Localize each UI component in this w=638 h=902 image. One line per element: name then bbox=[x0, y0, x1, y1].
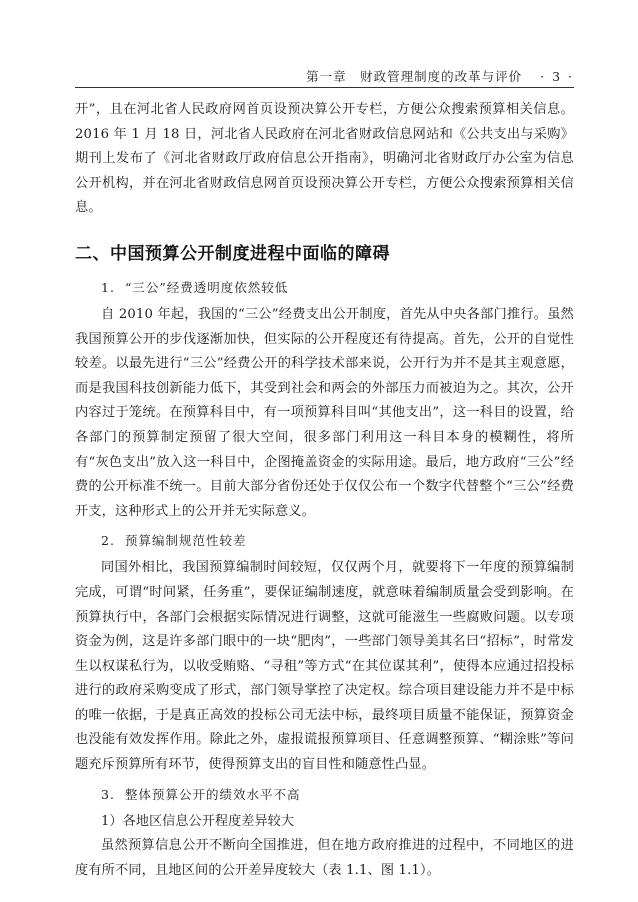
subsection-number: 2. bbox=[101, 533, 115, 549]
chapter-title: 第一章 财政管理制度的改革与评价 bbox=[306, 69, 523, 84]
page-number: · 3 · bbox=[540, 68, 574, 84]
header-rule bbox=[75, 87, 574, 88]
subsection-heading-3 bbox=[101, 783, 574, 807]
paragraph: 自 2010 年起，我国的“三公”经费支出公开制度，首先从中央各部门推行。虽然我国预算公开的步伐逐渐加快，但实际的公开程度还有待提高。首先，公开的自觉性较差。以最先进行“三公”经费公开的科学技术部来说，公开行为并不是其主观意愿，而是我国科技创新能力低下，其受到社会和两会的外部压力而被迫为之。其次，公开内容过于笼统。在预算科目中，有一项预算科目叫“其他支出”，这一科目的设置，给各部门的预算制定预留了很大空间，很多部门利用这一科目本身的模糊性，将所有“灰色支出”放入这一科目中，企图掩盖资金的实际用途。最后，地方政府“三公”经费的公开标准不统一。目前大部分省份还处于仅仅公布一个数字代替整个“三公”经费开支，这种形式上的公开并无实际意义。 bbox=[75, 306, 574, 519]
subsection-title: 预算编制规范性较差 bbox=[124, 533, 247, 549]
page-body bbox=[75, 98, 574, 883]
subsection-number: 1. bbox=[101, 279, 115, 295]
paragraph-continued: 开”，且在河北省人民政府网首页设预决算公开专栏，方便公众搜索预算相关信息。2016 年 1 月 18 日，河北省人民政府在河北省财政信息网站和《公共支出与采购》期刊上发布了《河北省财政厅政府信息公开指南》，明确河北省财政厅办公室为信息公开机构，并在河北省财政信息网首页设预决算公开专栏，方便公众搜索预算相关信息。 bbox=[75, 102, 574, 216]
running-header bbox=[75, 66, 574, 86]
subsection-title: “三公”经费透明度依然较低 bbox=[124, 279, 289, 295]
paragraph: 虽然预算信息公开不断向全国推进，但在地方政府推进的过程中，不同地区的进度有所不同，且地区间的公开差异度较大（表 1.1、图 1.1）。 bbox=[75, 838, 574, 878]
subsection-title: 整体预算公开的绩效水平不高 bbox=[124, 786, 301, 802]
paragraph: 同国外相比，我国预算编制时间较短，仅仅两个月，就要将下一年度的预算编制完成，可谓“时间紧，任务重”，要保证编制速度，就意味着编制质量会受到影响。在预算执行中，各部门会根据实际情况进行调整，这就可能滋生一些腐败问题。以专项资金为例，这是许多部门眼中的一块“肥肉”，一些部门领导美其名曰“招标”，时常发生以权谋私行为，以收受贿赂、“寻租”等方式“在其位谋其利”，使得本应通过招投标进行的政府采购变成了形式，部门领导掌控了决定权。综合项目建设能力并不是中标的唯一依据，于是真正高效的投标公司无法中标，最终项目质量不能保证，预算资金也没能有效发挥作用。除此之外，虚报谎报预算项目、任意调整预算、“糊涂账”等问题充斥预算所有环节，使得预算支出的盲目性和随意性凸显。 bbox=[75, 560, 574, 773]
subsection-heading-1 bbox=[101, 276, 574, 300]
section-heading: 二、中国预算公开制度进程中面临的障碍 bbox=[75, 243, 390, 264]
subsection-heading-2 bbox=[101, 529, 574, 553]
subsection-number: 3. bbox=[101, 786, 115, 802]
subsubsection-heading: 1）各地区信息公开程度差异较大 bbox=[101, 813, 295, 829]
